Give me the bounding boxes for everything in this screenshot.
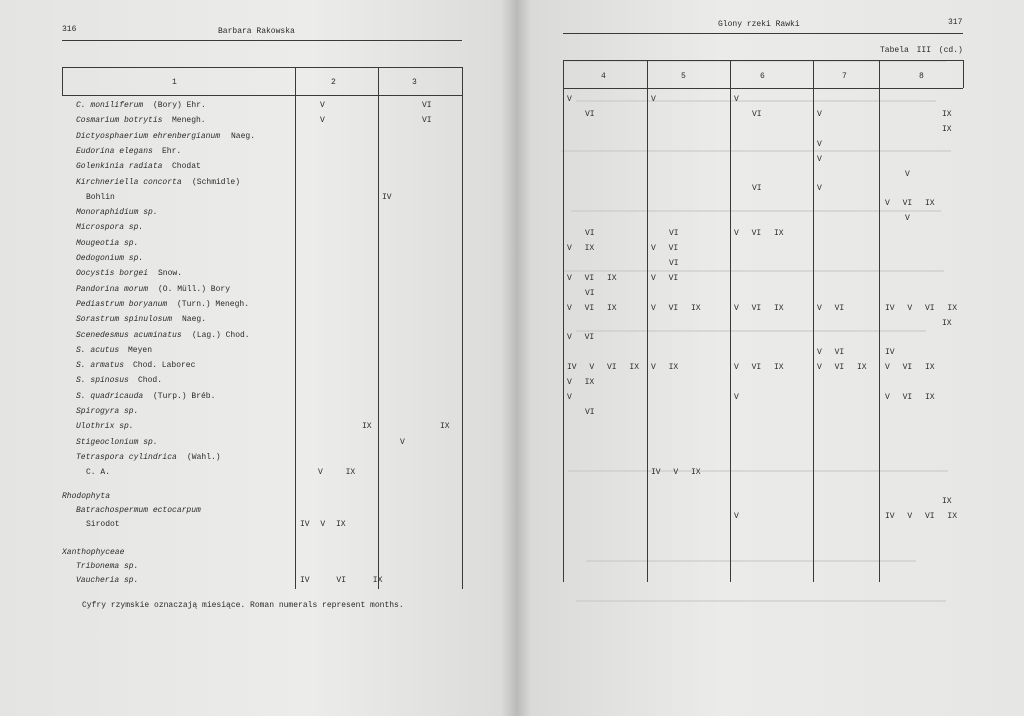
month-cell: IV V IX xyxy=(651,468,701,477)
page-number: 316 xyxy=(62,25,77,34)
taxon-author: Ehr. xyxy=(162,147,182,156)
month-cell: V IX xyxy=(567,378,595,387)
month-cell: VI xyxy=(585,289,595,298)
month-cell: VI xyxy=(669,259,679,268)
taxon-name: Pediastrum boryanum xyxy=(76,300,168,309)
month-cell: VI xyxy=(752,110,762,119)
taxon-name: Batrachospermum ectocarpum xyxy=(76,506,201,515)
taxon-name: S. quadricauda xyxy=(76,392,144,401)
table-top-rule xyxy=(62,67,462,68)
month-cell: V xyxy=(734,393,739,402)
month-cell: VI xyxy=(669,229,679,238)
taxon-author: Chod. Laborec xyxy=(133,361,196,370)
table-head-rule xyxy=(563,88,963,89)
group-heading: Rhodophyta xyxy=(62,492,111,501)
taxon-author: Menegh. xyxy=(172,116,206,125)
taxon-name: Stigeoclonium sp. xyxy=(76,438,158,447)
taxon-author: Snow. xyxy=(158,269,183,278)
taxon-name: S. armatus xyxy=(76,361,125,370)
taxon-name: S. spinosus xyxy=(76,376,129,385)
month-cell: V IX xyxy=(651,363,679,372)
column-header: 3 xyxy=(412,78,417,87)
running-head: Glony rzeki Rawki xyxy=(718,20,800,29)
month-cell: IX xyxy=(942,110,952,119)
taxon-author: Naeg. xyxy=(182,315,207,324)
month-cell: V VI xyxy=(651,274,679,283)
month-cell: V VI IX xyxy=(734,304,784,313)
column-header: 1 xyxy=(172,78,177,87)
taxon-name: Mougeotia sp. xyxy=(76,239,139,248)
taxon-author: Chod. xyxy=(138,376,163,385)
taxon-author: Naeg. xyxy=(231,132,256,141)
month-cell: VI xyxy=(585,229,595,238)
taxon-name: Vaucheria sp. xyxy=(76,576,139,585)
month-cell: V xyxy=(817,155,822,164)
footnote: Cyfry rzymskie oznaczają miesiące. Roman numerals represent months. xyxy=(82,601,404,610)
month-cell: V VI IX xyxy=(885,199,935,208)
month-cell: IV V VI IX xyxy=(885,304,958,313)
taxon-name: S. acutus xyxy=(76,346,120,355)
month-cell: V VI IX xyxy=(885,393,935,402)
taxon-author: Chodat xyxy=(172,162,201,171)
month-cell: V IX xyxy=(567,244,595,253)
cell-col2: V xyxy=(400,438,405,447)
header-rule xyxy=(563,33,963,34)
column-header: 6 xyxy=(760,72,765,81)
group-heading: Xanthophyceae xyxy=(62,548,125,557)
month-cell: V VI xyxy=(817,348,845,357)
taxon-name: C. moniliferum xyxy=(76,101,144,110)
column-header: 2 xyxy=(331,78,336,87)
taxon-author: Sirodot xyxy=(86,520,120,529)
taxon-name: Microspora sp. xyxy=(76,223,144,232)
cell-col2: IV xyxy=(382,193,392,202)
taxon-name: Tribonema sp. xyxy=(76,562,139,571)
taxon-name: Eudorina elegans xyxy=(76,147,153,156)
taxon-author: (Lag.) Chod. xyxy=(192,331,250,340)
taxon-name: Pandorina morum xyxy=(76,285,149,294)
cell-col2: V xyxy=(320,101,325,110)
taxon-name: Oedogonium sp. xyxy=(76,254,144,263)
cell-col2: IV VI IX xyxy=(300,576,383,585)
cell-col2: IV V IX xyxy=(300,520,346,529)
month-cell: V xyxy=(817,140,822,149)
month-cell: V VI IX xyxy=(817,363,867,372)
cell-col2: V xyxy=(320,116,325,125)
taxon-name: Spirogyra sp. xyxy=(76,407,139,416)
taxon-name: Golenkinia radiata xyxy=(76,162,163,171)
cell-col2: V IX xyxy=(318,468,356,477)
month-cell: V VI xyxy=(567,333,595,342)
cell-col2: IX xyxy=(362,422,372,431)
table-top-rule xyxy=(563,60,963,61)
taxon-name: Oocystis borgei xyxy=(76,269,149,278)
table-caption: Tabela III (cd.) xyxy=(880,46,963,55)
taxon-name: Scenedesmus acuminatus xyxy=(76,331,182,340)
page-number: 317 xyxy=(948,18,963,27)
column-header: 4 xyxy=(601,72,606,81)
month-cell: V xyxy=(817,110,822,119)
taxon-author: (Schmidle) xyxy=(192,178,241,187)
month-cell: VI xyxy=(585,110,595,119)
month-cell: V xyxy=(734,95,739,104)
month-cell: IV V VI IX xyxy=(567,363,640,372)
taxon-name: Kirchneriella concorta xyxy=(76,178,182,187)
month-cell: V xyxy=(817,184,822,193)
month-cell: V VI IX xyxy=(567,304,617,313)
month-cell: IX xyxy=(942,497,952,506)
month-cell: IV xyxy=(885,348,895,357)
column-header: 5 xyxy=(681,72,686,81)
month-cell: V VI IX xyxy=(651,304,701,313)
taxon-name: Cosmarium botrytis xyxy=(76,116,163,125)
taxon-author: (Wahl.) xyxy=(187,453,221,462)
taxon-author: (Turn.) Menegh. xyxy=(177,300,250,309)
month-cell: V VI xyxy=(817,304,845,313)
taxon-author: C. A. xyxy=(86,468,111,477)
cell-col3: IX xyxy=(440,422,450,431)
month-cell: V VI xyxy=(651,244,679,253)
month-cell: V xyxy=(651,95,656,104)
month-cell: IX xyxy=(942,319,952,328)
month-cell: V VI IX xyxy=(885,363,935,372)
taxon-name: Ulothrix sp. xyxy=(76,422,134,431)
taxon-author: Meyen xyxy=(128,346,153,355)
taxon-name: Dictyosphaerium ehrenbergianum xyxy=(76,132,221,141)
column-header: 8 xyxy=(919,72,924,81)
month-cell: V xyxy=(734,512,739,521)
cell-col3: VI xyxy=(422,116,432,125)
month-cell: V xyxy=(567,393,572,402)
column-header: 7 xyxy=(842,72,847,81)
taxon-name: Tetraspora cylindrica xyxy=(76,453,177,462)
taxon-author: Bohlin xyxy=(86,193,115,202)
month-cell: V VI IX xyxy=(734,363,784,372)
month-cell: V xyxy=(567,95,572,104)
table-head-rule xyxy=(62,95,462,96)
month-cell: V VI IX xyxy=(734,229,784,238)
month-cell: VI xyxy=(585,408,595,417)
month-cell: V VI IX xyxy=(567,274,617,283)
right-page xyxy=(516,0,1024,716)
month-cell: IV V VI IX xyxy=(885,512,958,521)
month-cell: VI xyxy=(752,184,762,193)
header-rule xyxy=(62,40,462,41)
taxon-name: Sorastrum spinulosum xyxy=(76,315,173,324)
taxon-name: Monoraphidium sp. xyxy=(76,208,158,217)
running-head: Barbara Rakowska xyxy=(218,27,295,36)
taxon-author: (O. Müll.) Bory xyxy=(158,285,231,294)
month-cell: IX xyxy=(942,125,952,134)
month-cell: V xyxy=(905,170,910,179)
month-cell: V xyxy=(905,214,910,223)
taxon-author: (Turp.) Bréb. xyxy=(153,392,216,401)
taxon-author: (Bory) Ehr. xyxy=(153,101,206,110)
cell-col3: VI xyxy=(422,101,432,110)
